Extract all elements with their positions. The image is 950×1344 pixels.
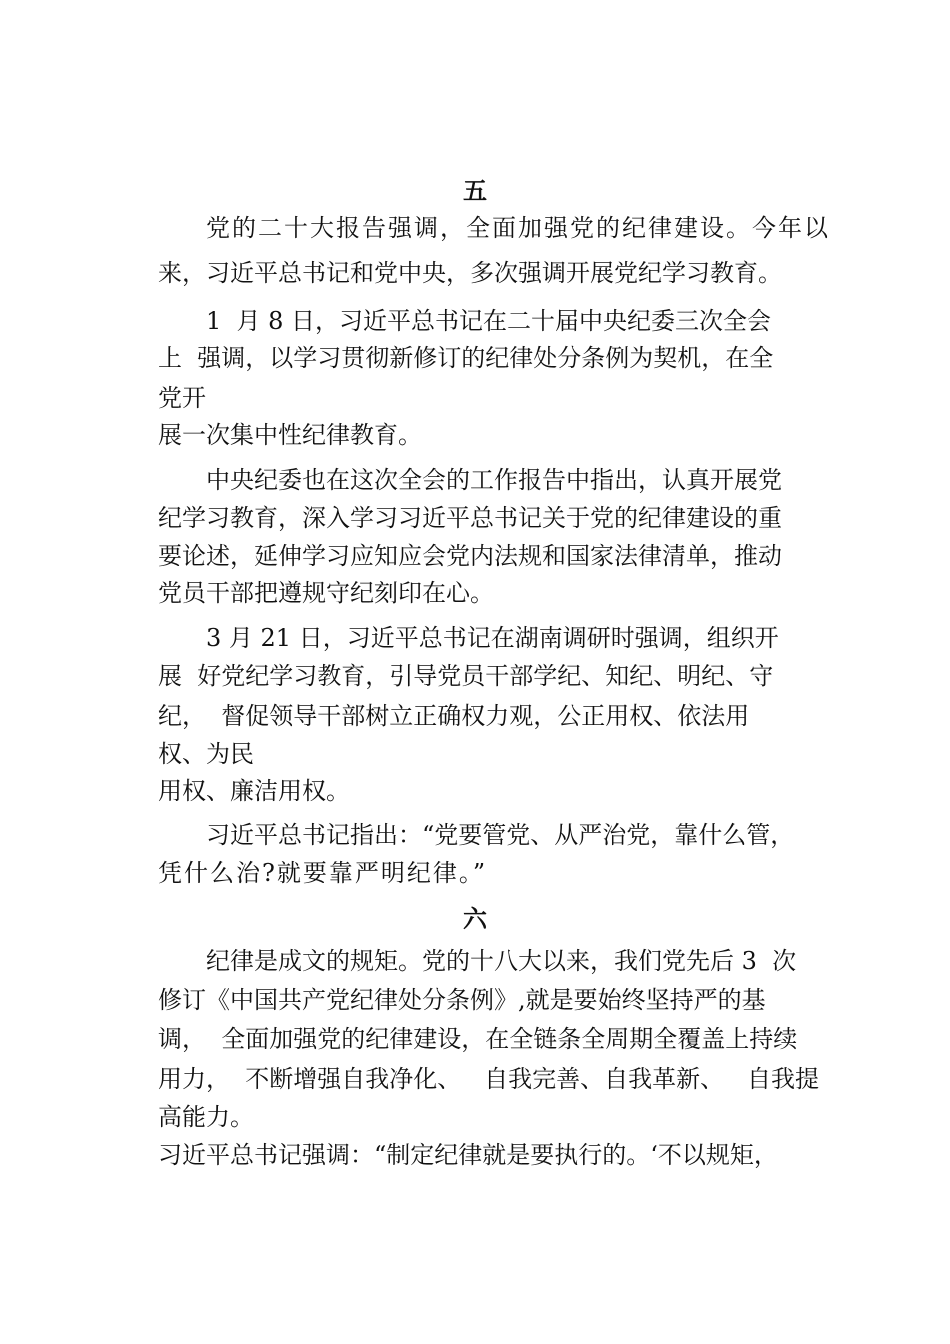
text-line: 3 月 21 日，习近平总书记在湖南调研时强调，组织开 — [206, 624, 779, 652]
text-line: 凭什么治?就要靠严明纪律。” — [158, 859, 488, 887]
text-line: 高能力。 — [158, 1103, 254, 1131]
text-line: 1 月 8 日，习近平总书记在二十届中央纪委三次全会 — [206, 307, 772, 335]
text-line: 来，习近平总书记和党中央，多次强调开展党纪学习教育。 — [158, 259, 782, 287]
text-line: 用力， 不断增强自我净化、 自我完善、自我革新、 自我提 — [158, 1065, 820, 1093]
text-line: 纪， 督促领导干部树立正确权力观，公正用权、依法用 — [158, 702, 750, 730]
text-line: 习近平总书记指出：“党要管党、从严治党，靠什么管， — [206, 821, 795, 849]
text-line: 调， 全面加强党的纪律建设，在全链条全周期全覆盖上持续 — [158, 1025, 798, 1053]
text-line: 展一次集中性纪律教育。 — [158, 421, 422, 449]
text-line: 中央纪委也在这次全会的工作报告中指出，认真开展党 — [206, 466, 782, 494]
section-heading-five: 五 — [463, 176, 487, 205]
text-line: 党的二十大报告强调，全面加强党的纪律建设。今年以 — [206, 214, 830, 242]
text-line: 纪学习教育，深入学习习近平总书记关于党的纪律建设的重 — [158, 504, 782, 532]
text-line: 修订《中国共产党纪律处分条例》,就是要始终坚持严的基 — [158, 986, 766, 1014]
text-line: 权、为民 — [158, 740, 254, 768]
text-line: 展 好党纪学习教育，引导党员干部学纪、知纪、明纪、守 — [158, 662, 774, 690]
text-line: 上 强调，以学习贯彻新修订的纪律处分条例为契机，在全 — [158, 344, 774, 372]
text-line: 党开 — [158, 384, 206, 412]
text-line: 用权、廉洁用权。 — [158, 777, 350, 805]
section-heading-six: 六 — [463, 904, 487, 933]
text-line: 纪律是成文的规矩。党的十八大以来，我们党先后 3 次 — [206, 947, 797, 975]
text-line: 习近平总书记强调：“制定纪律就是要执行的。‘不以规矩， — [158, 1141, 778, 1169]
text-line: 党员干部把遵规守纪刻印在心。 — [158, 579, 494, 607]
text-line: 要论述，延伸学习应知应会党内法规和国家法律清单，推动 — [158, 542, 782, 570]
